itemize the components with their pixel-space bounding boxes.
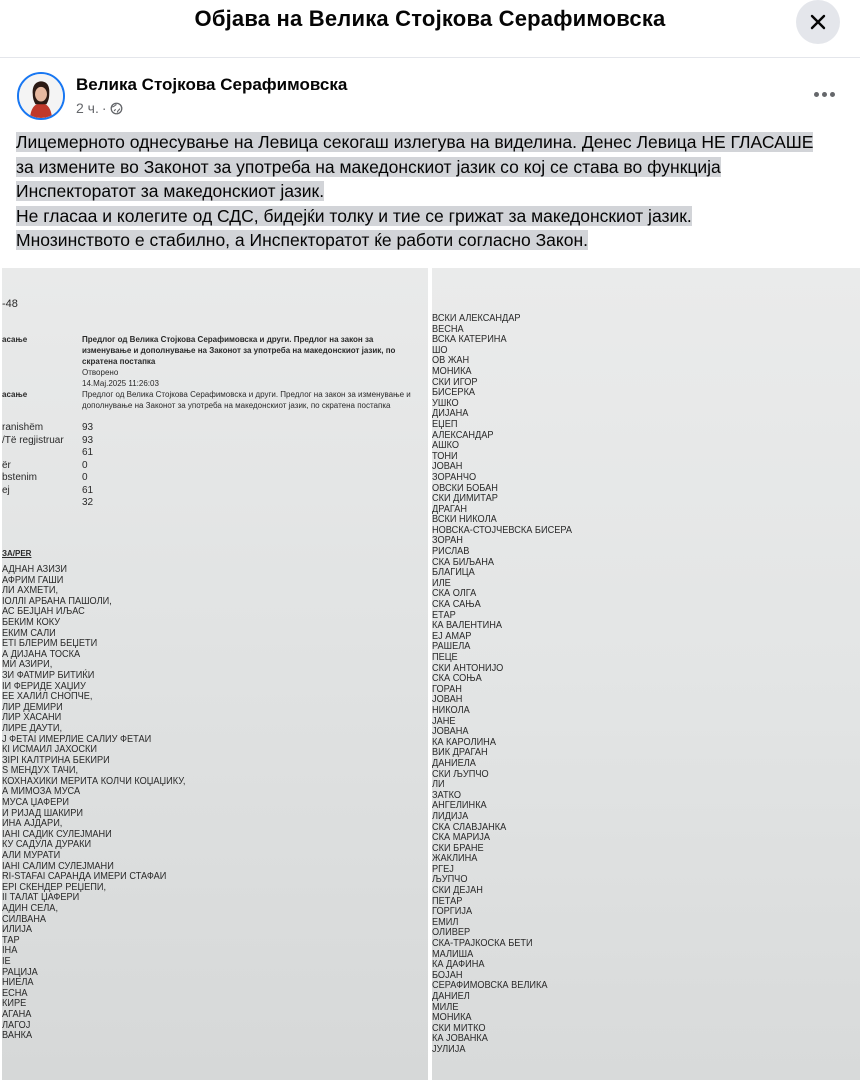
name-row: ЛИРЕ ДАУТИ, [2, 722, 63, 734]
post-time[interactable]: 2 ч. [76, 100, 99, 116]
name-row: СКА СОЊА [432, 673, 482, 685]
count-row [2, 435, 93, 448]
count-key: ranishëm [2, 422, 44, 433]
name-row: ШО [432, 344, 448, 356]
name-row: ГОРГИЈА [432, 906, 473, 918]
names-list-right [432, 314, 572, 1056]
name-row: ЈОВАН [432, 694, 463, 706]
name-row: ЕТІ БЛЕРИМ БЕЏЕТИ [2, 638, 98, 650]
name-row: МИ АЗИРИ, [2, 659, 53, 671]
name-row: АЛИ МУРАТИ [2, 850, 61, 862]
name-row: ДАНИЕЛ [432, 991, 470, 1002]
name-row: КА ВАЛЕНТИНА [432, 620, 503, 632]
name-row: И РИЈАД ШАКИРИ [2, 807, 84, 819]
photo-right[interactable] [432, 268, 860, 1080]
name-row: ІАНІ САЛИМ СУЛЕЈМАНИ [2, 860, 114, 872]
globe-icon[interactable] [110, 102, 123, 115]
vote-meta-table [2, 334, 422, 411]
count-key: bstenim [2, 472, 38, 483]
meta-key [2, 378, 82, 389]
name-row: ВСКИ АЛЕКСАНДАР [432, 313, 521, 324]
meta-key: асање [2, 335, 28, 344]
name-row: БЛАГИЦА [432, 567, 475, 579]
name-row: СКА САЊА [432, 599, 481, 611]
name-row: СКА МАРИЈА [432, 832, 490, 844]
name-row: Ѕ МЕНДУХ ТАЧИ, [2, 765, 79, 777]
name-row: АС БЕЈЏАН ИЉАС [2, 606, 85, 618]
author-name[interactable]: Велика Стојкова Серафимовска [76, 75, 348, 94]
name-row: СИЛВАНА [2, 913, 47, 925]
count-row [2, 472, 93, 485]
name-row: ТОНИ [432, 450, 458, 462]
name-row: ПЕТАР [432, 895, 463, 907]
name-row: ЗАТКО [432, 789, 462, 801]
doc-id: -48 [2, 298, 18, 310]
name-row: МУСА ЏАФЕРИ [2, 797, 69, 809]
name-row: ЕЈ АМАР [432, 630, 472, 642]
name-row: НОВСКА-СТОЈЧЕВСКА БИСЕРА [432, 524, 573, 536]
close-icon [808, 12, 828, 32]
name-row: АЛЕКСАНДАР [432, 429, 494, 441]
name-row: ІИ ФЕРИДЕ ХАЏИУ [2, 680, 86, 692]
count-value: 93 [82, 434, 94, 446]
count-key: ej [2, 484, 10, 496]
count-key [2, 447, 82, 460]
name-row: СКА ОЛГА [432, 588, 477, 600]
name-row: ЗИ ФАТМИР БИТИЌИ [2, 669, 95, 681]
name-row: ЛИР ДЕМИРИ [2, 701, 63, 713]
name-row: ВСКИ НИКОЛА [432, 514, 497, 526]
meta-key [2, 367, 82, 378]
avatar[interactable] [17, 72, 65, 120]
name-row: ДРАГАН [432, 503, 468, 515]
count-row [2, 497, 93, 510]
close-button[interactable] [796, 0, 840, 44]
names-list-left [2, 565, 185, 1042]
name-row: ЉУПЧО [432, 874, 468, 886]
photo-left[interactable] [2, 268, 428, 1080]
name-row: АНГЕЛИНКА [432, 800, 487, 812]
name-row: АШКО [432, 440, 459, 452]
name-row: RI-STAFAI САРАНДА ИМЕРИ СТАФАИ [2, 871, 167, 883]
name-row: КА КАРОЛИНА [432, 736, 496, 748]
name-row: ЖАКЛИНА [432, 853, 478, 865]
name-row: ТАР [2, 934, 20, 946]
name-row: СЕРАФИМОВСКА ВЕЛИКА [432, 980, 548, 992]
name-row: КОХНАХИКИ МЕРИТА КОЛЧИ КОЏАЏИКУ, [2, 775, 186, 787]
name-row: ЕЏЕП [432, 418, 458, 430]
count-row [2, 422, 93, 435]
name-row: ДИЈАНА [432, 408, 469, 420]
name-row: СКИ ДИМИТАР [432, 493, 498, 505]
name-row: ЕТАР [432, 609, 456, 621]
name-row: ЕСНА [2, 987, 28, 999]
post-text-line: Инспекторатот за македонскиот јазик. [16, 181, 325, 201]
name-row: КИРЕ [2, 998, 27, 1010]
name-row: УШКО [432, 397, 459, 409]
name-row: БОЈАН [432, 969, 463, 981]
name-row: СКИ МИТКО [432, 1022, 486, 1034]
name-row: ИЛИЈА [2, 924, 33, 936]
count-value: 0 [82, 459, 88, 471]
name-row: ИЛЕ [432, 577, 451, 589]
meta-key: асање [2, 390, 28, 399]
post-text-line: Не гласаа и колегите од СДС, бидејќи толку и тие се грижат за македонскиот јазик. [16, 205, 692, 226]
name-row: ОЛИВЕР [432, 927, 471, 939]
name-row: ІНА [2, 945, 18, 957]
name-row: ЕМИЛ [432, 916, 459, 928]
count-value: 61 [82, 447, 94, 458]
name-row: МАЛИША [432, 948, 474, 960]
count-row [2, 447, 93, 460]
name-row: КА ДАФИНА [432, 959, 485, 971]
vote-counts [2, 422, 93, 510]
name-row: АФРИМ ГАШИ [2, 574, 64, 586]
profile-photo [19, 74, 63, 118]
count-key [2, 497, 82, 510]
name-row: ІІ ТАЛАТ ЏАФЕРИ [2, 892, 80, 904]
name-row: БИСЕРКА [432, 387, 476, 399]
name-row: КУ САДУЛА ДУРАКИ [2, 839, 92, 851]
name-row: МИЛЕ [432, 1001, 459, 1013]
post-text-line: Лицемерното однесување на Левица секогаш излегува на виделина. Денес Левица НЕ ГЛАСАШЕ [16, 132, 814, 152]
name-row: ОВ ЖАН [432, 355, 470, 367]
name-row: А МИМОЗА МУСА [2, 786, 81, 798]
name-row: ЛАГОЈ [2, 1019, 31, 1031]
count-row [2, 460, 93, 473]
name-row: Ј ФЕТАІ ИМЕРЛИЕ САЛИУ ФЕТАИ [2, 733, 152, 745]
more-horizontal-icon [814, 92, 819, 97]
meta-value: Предлог од Велика Стојкова Серафимовска и други. Предлог на закон за изменување и дополнување на Законот за употреба на македонскиот јазик, по скратена постапка [82, 390, 411, 410]
count-value: 93 [82, 422, 94, 433]
photo-grid [2, 268, 860, 1080]
name-row: ЈАНЕ [432, 715, 456, 727]
name-row: НИЕЛА [2, 977, 34, 989]
name-row: ИНА АЈДАРИ, [2, 818, 63, 830]
name-row: ЕРІ СКЕНДЕР РЕЏЕПИ, [2, 881, 107, 893]
name-row: СКА БИЉАНА [432, 556, 494, 568]
name-row: ЛИ [432, 779, 445, 791]
name-row: ВАНКА [2, 1030, 33, 1042]
name-row: НИКОЛА [432, 704, 470, 716]
count-value: 61 [82, 484, 94, 496]
name-row: ГОРАН [432, 683, 462, 695]
name-row: БЕКИМ КОКУ [2, 616, 61, 628]
name-row: ВЕСНА [432, 323, 464, 335]
name-row: СКИ ИГОР [432, 376, 478, 388]
post-text [16, 130, 851, 253]
name-row: А ДИЈАНА ТОСКА [2, 648, 81, 660]
meta-value: 14.Мај.2025 11:26:03 [82, 379, 159, 388]
name-row: ЕКИМ САЛИ [2, 627, 56, 639]
name-row: ІОЛЛІ АРБАНА ПАШОЛИ, [2, 595, 112, 607]
name-row: АДНАН АЗИЗИ [2, 564, 68, 575]
name-row: РИСЛАВ [432, 546, 470, 558]
name-row: СКИ АНТОНИЈО [432, 662, 504, 674]
name-row: МОНИКА [432, 365, 472, 377]
name-row: СКИ ДЕЈАН [432, 885, 483, 897]
more-options-button[interactable] [810, 82, 838, 106]
count-value: 32 [82, 497, 94, 508]
count-value: 0 [82, 472, 88, 483]
name-row: СКА-ТРАЈКОСКА БЕТИ [432, 938, 533, 950]
name-row: РАШЕЛА [432, 641, 471, 653]
meta-separator: · [101, 100, 107, 116]
post-text-line: Мнозинството е стабилно, а Инспекторатот ќе работи согласно Закон. [16, 230, 589, 250]
meta-value: Предлог од Велика Стојкова Серафимовска и други. Предлог на закон за изменување и дополнување на Законот за употреба на македонскиот јазик, по скратена постапка [82, 335, 396, 366]
meta-value: Отворено [82, 368, 119, 377]
name-row: ЛИ АХМЕТИ, [2, 585, 59, 597]
list-heading: ЗА/PER [2, 549, 32, 558]
post-meta [76, 100, 123, 116]
name-row: ЕЕ ХАЛИЛ СНОПЧЕ, [2, 691, 93, 703]
count-row [2, 485, 93, 498]
name-row: ЗОРАНЧО [432, 471, 477, 483]
name-row: ЛИР ХАСАНИ [2, 712, 62, 724]
name-row: ЛИДИЈА [432, 810, 469, 822]
name-row: ЈОВАН [432, 461, 463, 473]
name-row: ОВСКИ БОБАН [432, 482, 498, 494]
name-row: АДИН СЕЛА, [2, 903, 59, 914]
name-row: МОНИКА [432, 1012, 472, 1024]
name-row: ЗОРАН [432, 535, 463, 547]
name-row: ІЕ [2, 955, 11, 967]
dialog-header [0, 0, 860, 58]
count-key: /Të regjistruar [2, 434, 64, 446]
name-row: ЗІРІ КАЛТРИНА БЕКИРИ [2, 754, 110, 766]
name-row: РГЕЈ [432, 863, 454, 875]
name-row: ЈУЛИЈА [432, 1043, 466, 1055]
name-row: СКИ ЉУПЧО [432, 768, 489, 780]
dialog-title: Објава на Велика Стојкова Серафимовска [194, 6, 666, 31]
name-row: СКИ БРАНЕ [432, 842, 484, 854]
name-row: АГАНА [2, 1008, 32, 1020]
name-row: КА ЈОВАНКА [432, 1033, 488, 1045]
name-row: СКА СЛАВЈАНКА [432, 821, 507, 833]
name-row: ВСКА КАТЕРИНА [432, 334, 507, 346]
name-row: РАЦИЈА [2, 966, 38, 978]
post-text-line: за измените во Законот за употреба на македонскиот јазик со кој се става во функција [16, 156, 721, 177]
name-row: ІАНІ САДИК СУЛЕЈМАНИ [2, 828, 112, 840]
name-row: ВИК ДРАГАН [432, 747, 488, 759]
name-row: КІ ИСМАИЛ ЈАХОСКИ [2, 744, 97, 756]
name-row: ДАНИЕЛА [432, 757, 476, 769]
count-key: ër [2, 459, 11, 471]
post-header [0, 58, 860, 128]
name-row: ПЕЦЕ [432, 652, 458, 663]
name-row: ЈОВАНА [432, 726, 469, 738]
